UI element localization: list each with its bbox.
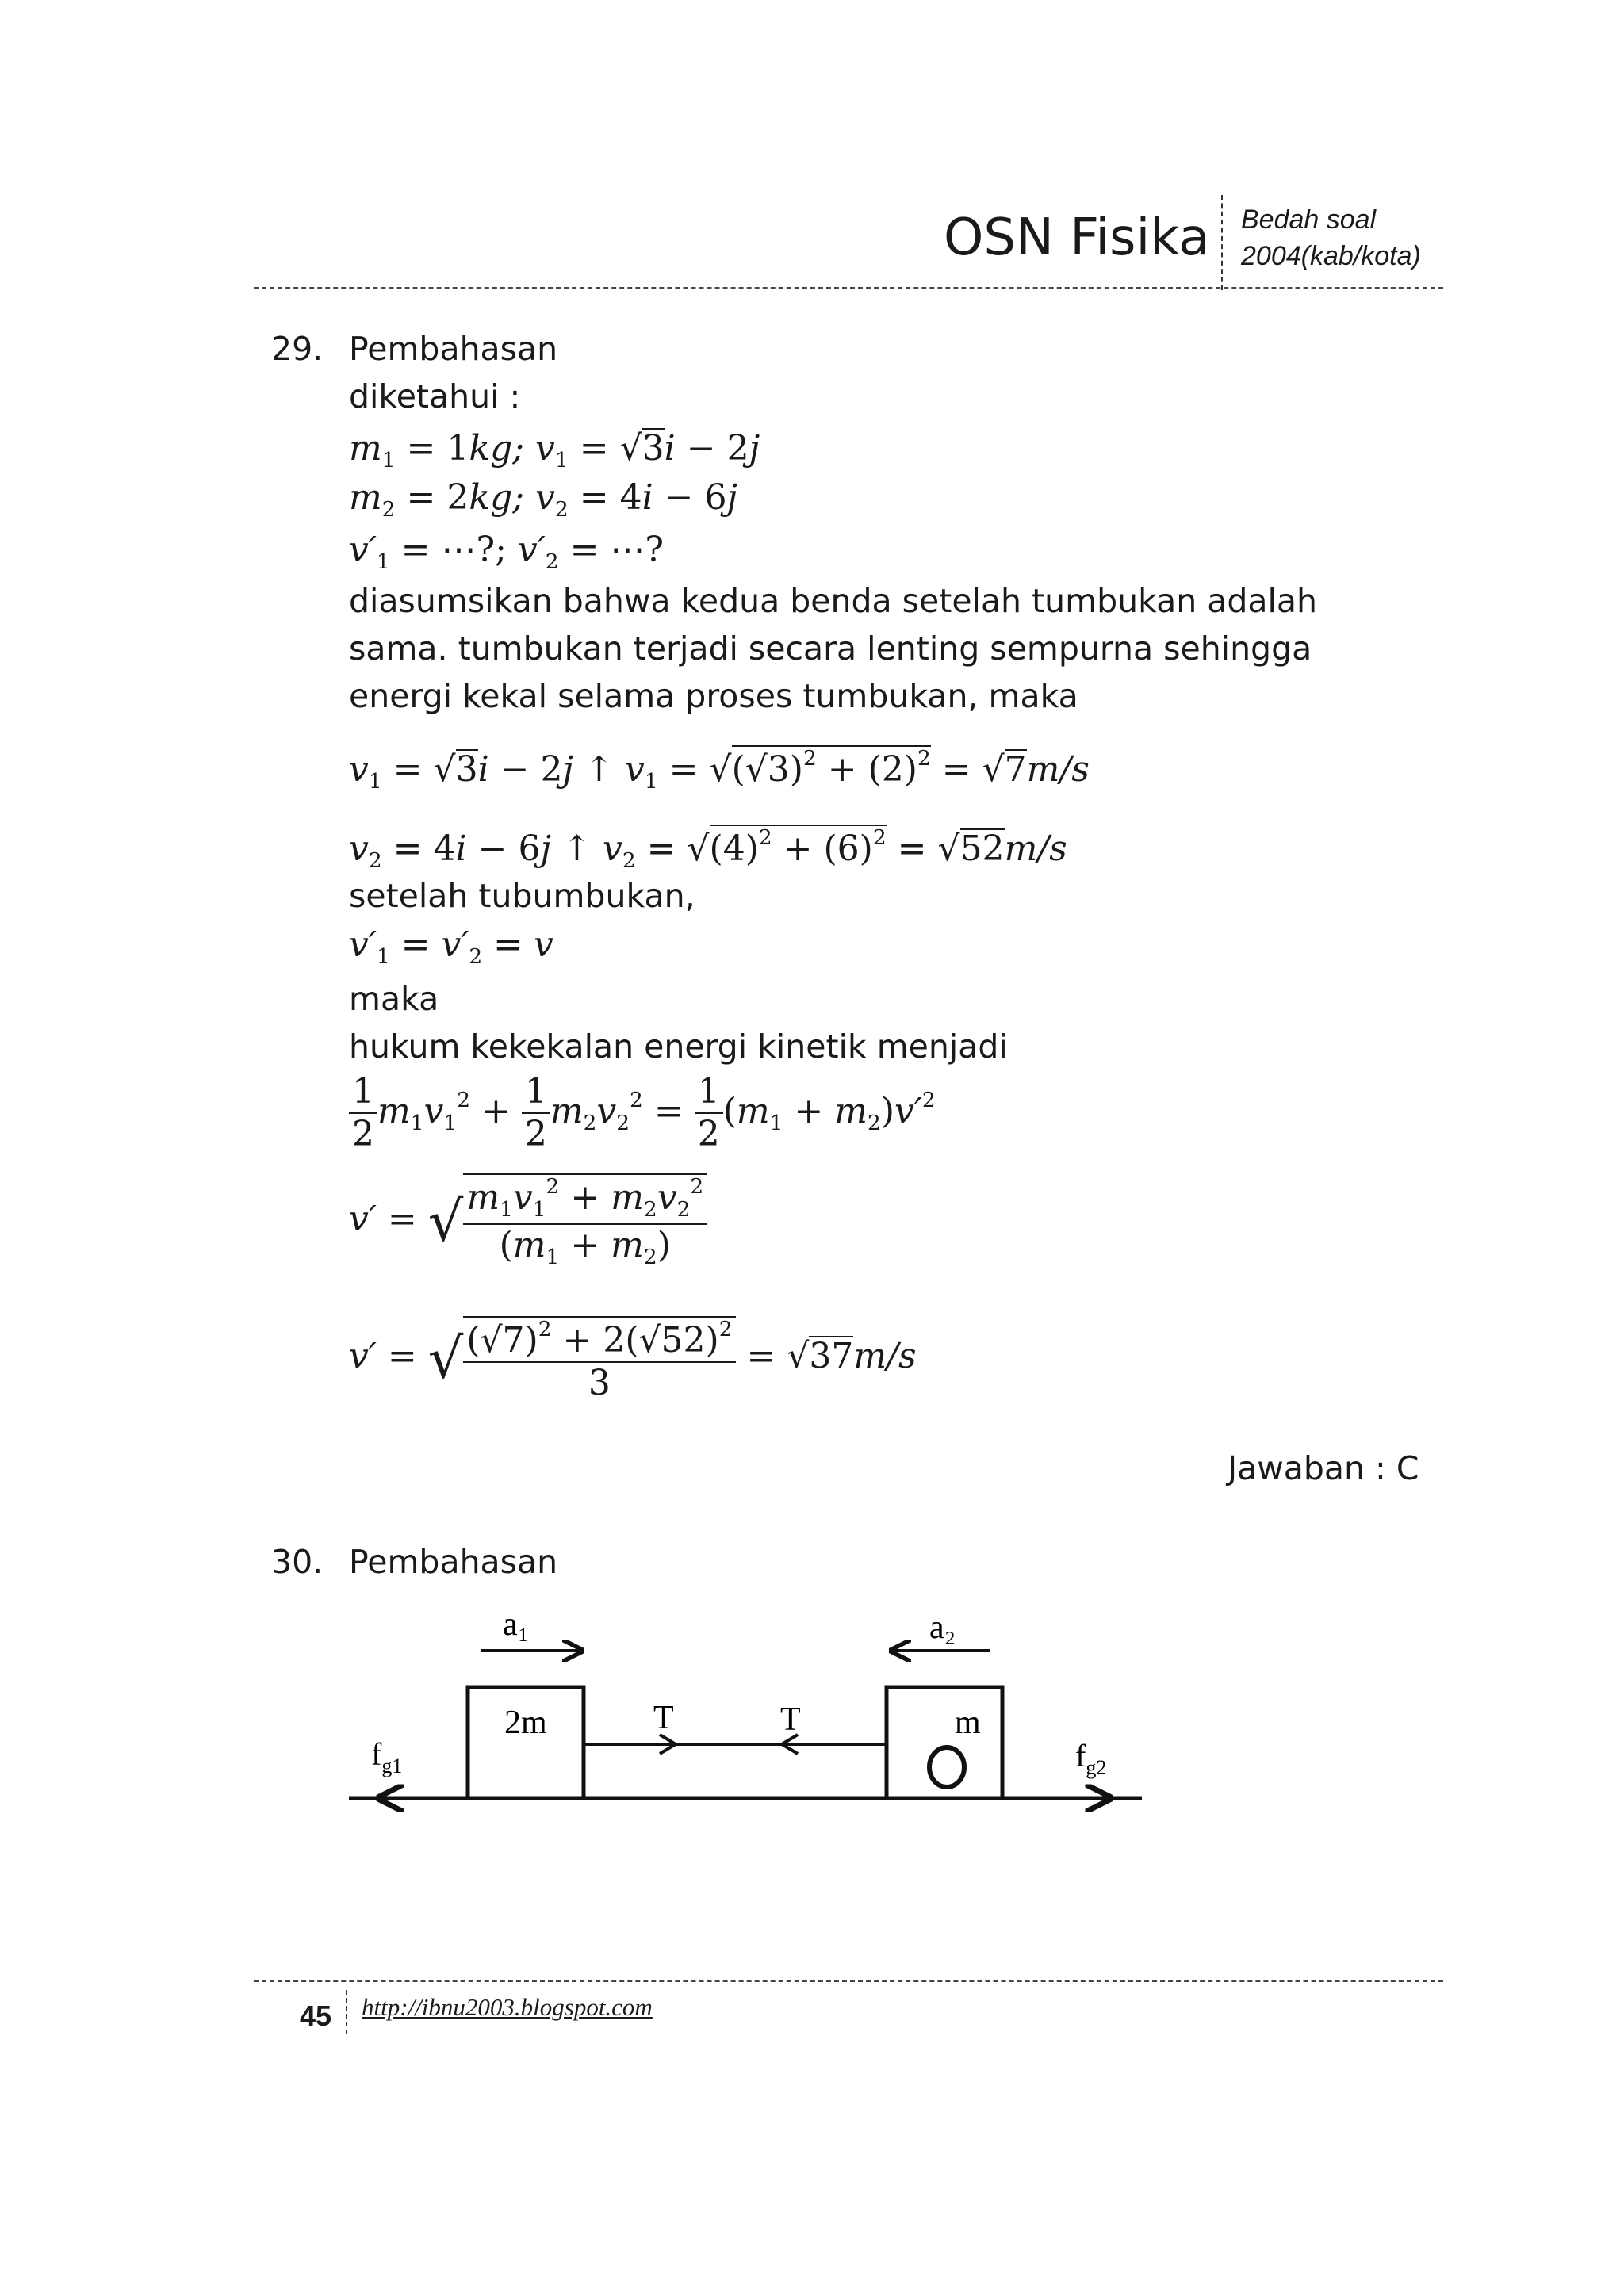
footer-rule <box>254 1980 1443 1982</box>
maka-label: maka <box>349 980 439 1018</box>
given-line-1: $m_1 = 1kg$; $v_1 = √3i - 2j$ <box>349 428 760 473</box>
equation-energy: $\frac{1}{2}$ $m_1v_1^2$ + $\frac{1}{2}$ $m_2v_2^2$ = $\frac{1}{2}$ $(m_1 + m_2)v'^2$ <box>349 1074 936 1152</box>
equation-v1: $v_1 = √3i - 2j$ ↑ $v_1 = √(√3)^2 + (2)^2 = √7m/s$ <box>349 746 1090 794</box>
label-tension-left: T <box>653 1700 674 1736</box>
problem-29-number: 29. <box>271 330 324 368</box>
equation-vprime-formula: v′ = √ $\frac{m_1v_1^2 + m_2v_2^2}{(m_1 + m_2)}$ <box>349 1173 707 1269</box>
footer-divider <box>346 1990 347 2034</box>
header-title: OSN Fisika <box>944 209 1210 267</box>
equation-v2: $v_2 = 4i - 6j$ ↑ $v_2 = √(4)^2 + (6)^2 = √52m/s$ <box>349 825 1067 874</box>
header-subtitle-line1: Bedah soal <box>1241 205 1377 235</box>
header-subtitle-line2: 2004(kab/kota) <box>1241 241 1421 271</box>
label-friction-right: $f_{g2}$ <box>1075 1738 1107 1779</box>
given-line-3: $v'_1$ = ⋯?; $v'_2$ = ⋯? <box>349 530 665 575</box>
problem-30-number: 30. <box>271 1543 324 1581</box>
footer-url-link[interactable]: http://ibnu2003.blogspot.com <box>362 1993 653 2021</box>
label-block2-mass: m <box>955 1705 981 1741</box>
block-2m <box>468 1687 584 1798</box>
block-m <box>887 1687 1002 1798</box>
label-friction-left: $f_{g1}$ <box>371 1736 403 1777</box>
label-a1: a₁ <box>503 1606 530 1643</box>
problem-29-heading: Pembahasan <box>349 330 558 368</box>
equation-equal-velocities: $v'_1 = v'_2 = v$ <box>349 924 553 970</box>
known-label: diketahui : <box>349 377 521 415</box>
page-number: 45 <box>300 1999 332 2032</box>
pulley-circle <box>929 1747 964 1787</box>
label-a2: a₂ <box>929 1609 956 1646</box>
label-tension-right: T <box>780 1701 801 1738</box>
label-block1-mass: 2m <box>504 1705 547 1741</box>
equation-vprime-value: v′ = √ $\frac{(√7)^2 + 2(√52)^2}{3}$ = √37m/s <box>349 1317 917 1403</box>
assumption-line-2: sama. tumbukan terjadi secara lenting sempurna sehingga <box>349 629 1312 668</box>
assumption-line-1: diasumsikan bahwa kedua benda setelah tumbukan adalah <box>349 582 1318 620</box>
assumption-line-3: energi kekal selama proses tumbukan, maka <box>349 677 1078 715</box>
after-collision-label: setelah tubumbukan, <box>349 877 695 915</box>
energy-law-label: hukum kekekalan energi kinetik menjadi <box>349 1027 1008 1066</box>
answer-label: Jawaban : C <box>1228 1449 1419 1487</box>
problem-30-heading: Pembahasan <box>349 1543 558 1581</box>
given-line-2: $m_2 = 2kg$; $v_2 = 4i - 6j$ <box>349 477 738 522</box>
